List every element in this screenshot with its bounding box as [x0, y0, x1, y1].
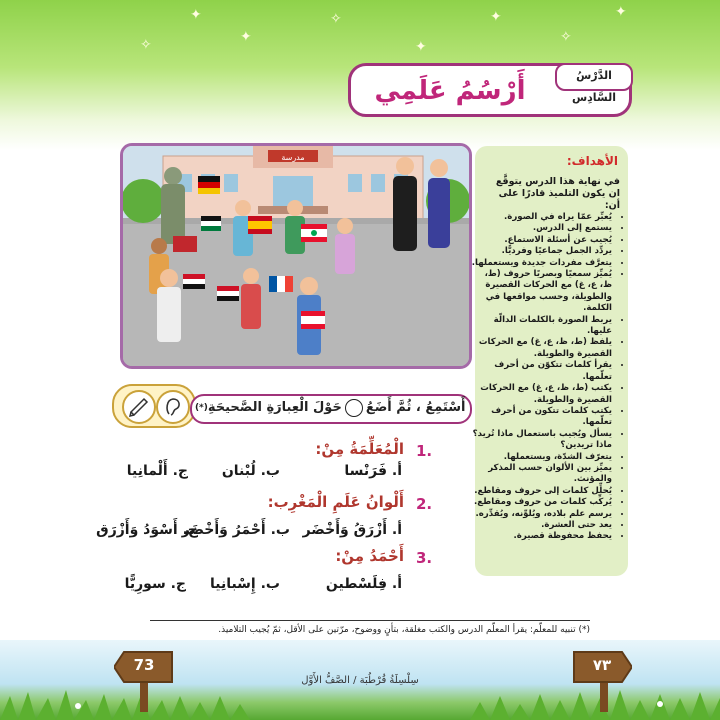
question-3-number: 3. [416, 549, 433, 567]
objective-item: • يُعبِّر عمّا يراه في الصورة. [470, 212, 612, 223]
question-1-option-c[interactable]: ج. أَلْمانِيا [126, 463, 188, 479]
objective-item: • يكتب (ط، ظ، ع، غ) مع الحركات القصيرة والطويلة. [470, 383, 612, 406]
objective-item: • يُحلِّل كلمات إلى حروف ومقاطع. [470, 486, 612, 497]
question-2-option-c[interactable]: ج. أَسْوَدُ وَأَزْرَق [96, 522, 198, 538]
objectives-list [470, 212, 622, 543]
objective-item: • يلفظ (ط، ظ، ع، غ) مع الحركات القصيرة والطويلة. [470, 337, 612, 360]
signpost-pole-left [140, 682, 148, 712]
sparkle-icon: ✦ [240, 29, 252, 45]
question-2-option-a[interactable]: أ. أَزْرَقُ وَأَخْضَر [302, 522, 402, 538]
objective-item: • يميِّز بين الألوان حسب المذكر والمؤنث. [470, 463, 612, 486]
sparkle-icon: ✦ [615, 4, 627, 20]
objective-item: • يتعرّف الشدّة، ويستعملها. [470, 452, 612, 463]
question-1-number: 1. [416, 442, 433, 460]
question-1-option-a[interactable]: أ. فَرَنْسا [344, 463, 402, 479]
writing-hand-icon [122, 390, 156, 424]
question-2-text: أَلْوانُ عَلَمِ الْمَغْرِب: [267, 493, 404, 511]
question-2-number: 2. [416, 495, 433, 513]
objectives-intro: في نهاية هذا الدرس يتوقَّع ان يكون التلميذ قادرًا على أن: [495, 176, 620, 211]
objective-item: • يتعرَّف مفردات جديدة ويستعملها. [470, 258, 612, 269]
circle-icon [345, 399, 363, 417]
school-sign: مدرسة [281, 153, 305, 162]
question-1-option-b[interactable]: ب. لُبْنان [221, 463, 280, 479]
ear-icon [156, 390, 190, 424]
objective-item: • يستمع إلى الدرس. [470, 223, 612, 234]
question-1-text: الْمُعَلِّمَةُ مِنْ: [315, 440, 404, 458]
sparkle-icon: ✧ [560, 29, 572, 45]
objectives-title: الأهداف: [566, 154, 618, 168]
page-number-sign-left [114, 650, 174, 684]
page-number-sign-right [572, 650, 632, 684]
instruction-marker: (*) [194, 403, 208, 413]
objective-item: • يكتب كلمات تتكون من أحرف تعلّمها. [470, 406, 612, 429]
instruction-bar [190, 394, 472, 424]
objective-item: • يُجيب عن أسئلة الاستماع. [470, 235, 612, 246]
page-number-right: ٧٣ [592, 656, 612, 674]
objective-item: • يسأل ويُجيب باستعمال ماذا تُريد؟ ماذا تريدين؟ [470, 429, 612, 452]
sparkle-icon: ✧ [330, 11, 342, 27]
activity-icons [112, 384, 196, 428]
page-number-left: 73 [133, 656, 155, 674]
objective-item: • يقرأ كلمات تتكوّن من أحرف تعلّمها. [470, 360, 612, 383]
objectives-panel [471, 146, 628, 576]
objective-item: • يُميِّز سمعيًا وبصريًا حروف (ط، ظ، ع، غ) مع الحركات القصيرة والطويلة، وحسب مواقعها في الكلمة. [470, 269, 612, 315]
footnote-divider [150, 620, 590, 621]
objective-item: • يردِّد الجمل جماعيًا وفرديًّا. [470, 246, 612, 257]
objective-item: • يربط الصورة بالكلمات الدالّة عليها. [470, 315, 612, 338]
objective-item: • يرسم علم بلاده، ويُلوِّنه، ويُقدِّره. [470, 509, 612, 520]
instruction-text-2: حَوْلَ الْعِبارَةِ الصَّحيحَةِ [207, 400, 342, 415]
objective-item: • يحفظ محفوظة قصيرة. [470, 531, 612, 542]
question-3-option-c[interactable]: ج. سورِيًّا [124, 576, 186, 592]
lesson-illustration [120, 143, 472, 369]
objective-item: • يعد حتى العشرة. [470, 520, 612, 531]
sparkle-icon: ✦ [190, 7, 202, 23]
instruction-text-1: أَسْتَمِعُ ، ثُمَّ أَضَعُ [365, 400, 466, 415]
signpost-pole-right [600, 682, 608, 712]
grass-decoration [0, 688, 720, 720]
sparkle-icon: ✦ [415, 39, 427, 55]
lesson-number-label: الدَّرْسُ السَّادِس [555, 63, 633, 91]
series-title: سِلْسِلَةُ قُرْطُبَة / الصَّفُّ الأَوَّل [301, 675, 419, 686]
question-2-option-b[interactable]: ب. أَحْمَرُ وَأَخْضَر [181, 522, 290, 538]
question-3-option-a[interactable]: أ. فِلَسْطين [325, 576, 402, 592]
lesson-title: أَرْسُمُ عَلَمِي [374, 76, 526, 106]
sparkle-icon: ✧ [140, 37, 152, 53]
teacher-note: (*) تنبيه للمعلّم: يقرأ المعلّم الدرس والكتب مغلقة، بتأنٍ ووضوح، مرّتين على الأقل، ثمّ يُجيب التلاميذ. [218, 625, 590, 635]
sparkle-icon: ✦ [490, 9, 502, 25]
question-3-text: أَحْمَدُ مِنْ: [335, 547, 404, 565]
objective-item: • يُركِّب كلمات من حروف ومقاطع. [470, 497, 612, 508]
children-with-flags-illustration [123, 146, 469, 366]
question-3-option-b[interactable]: ب. إِسْبانِيا [209, 576, 280, 592]
